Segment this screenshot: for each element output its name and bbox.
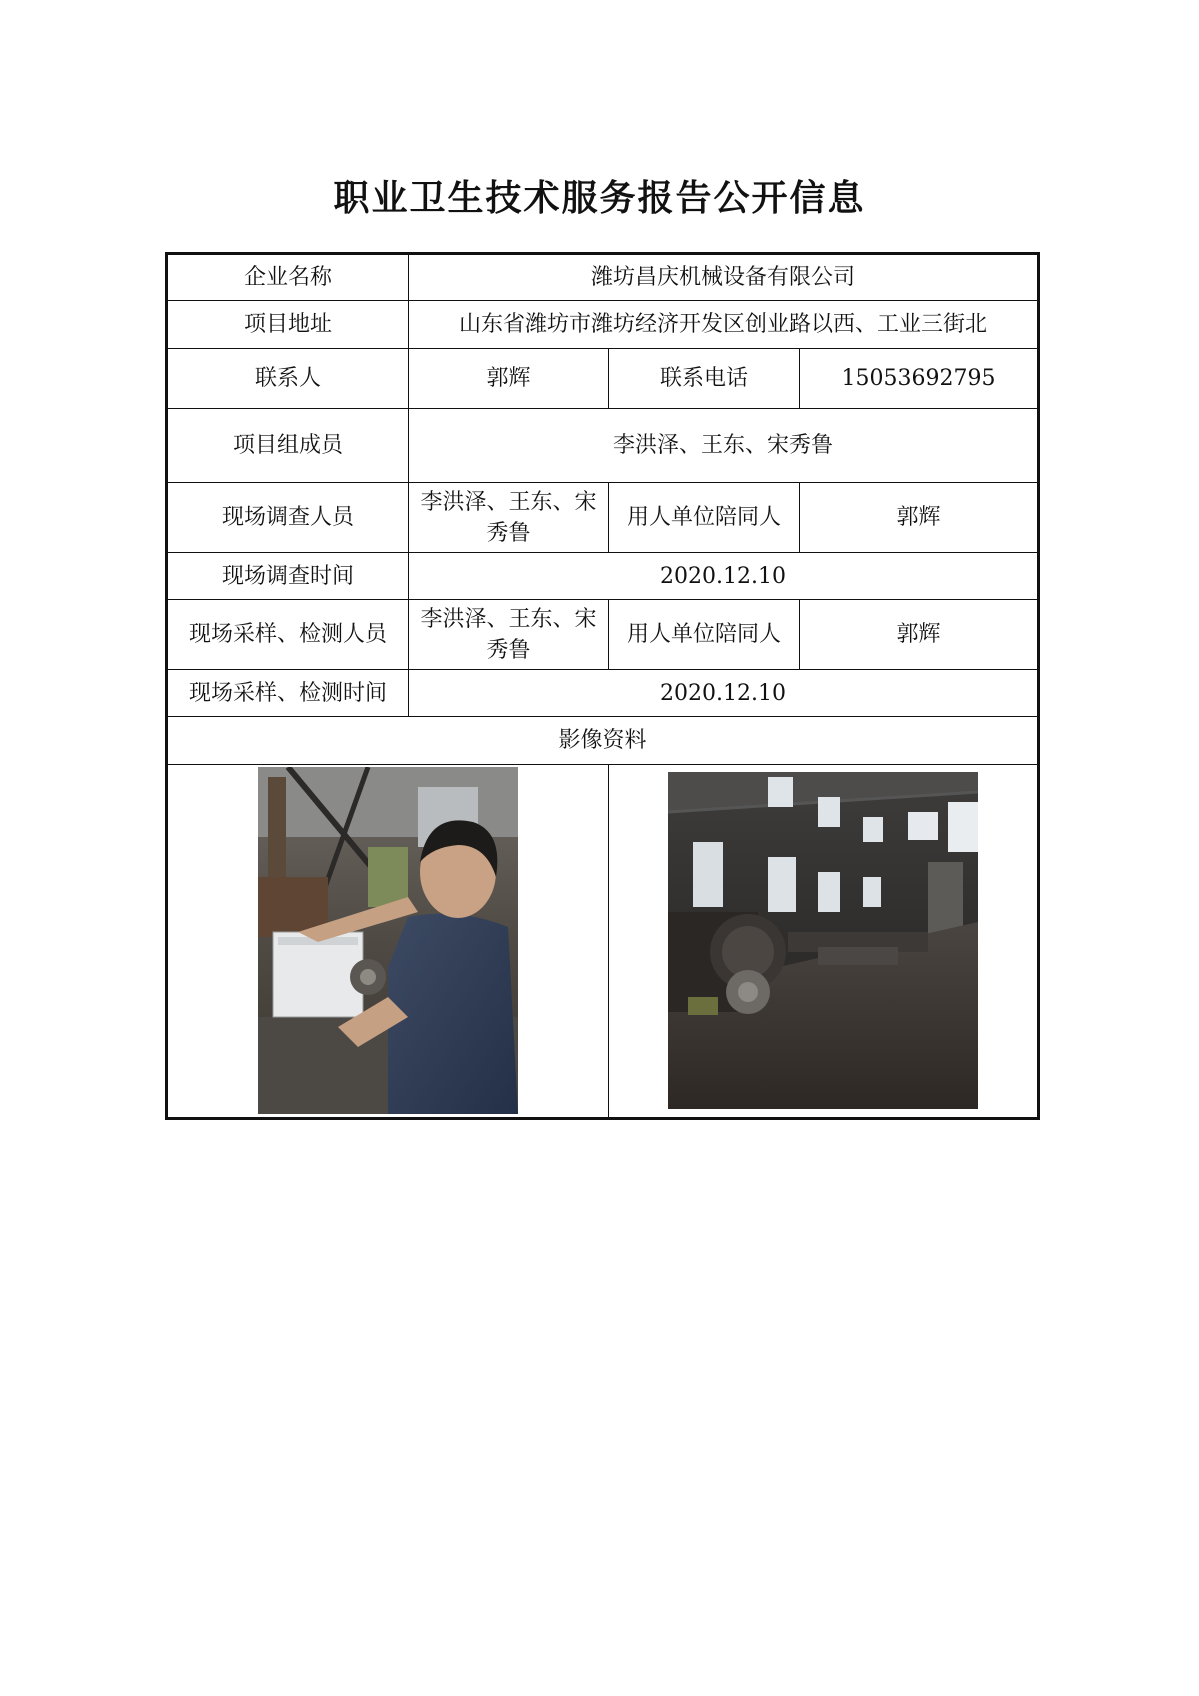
info-table bbox=[165, 252, 1040, 1120]
sampling-time-label: 现场采样、检测时间 bbox=[167, 670, 409, 717]
page-title: 职业卫生技术服务报告公开信息 bbox=[333, 178, 866, 219]
sampling-staff-value: 李洪泽、王东、宋秀鲁 bbox=[409, 600, 609, 670]
company-label: 企业名称 bbox=[167, 254, 409, 301]
table-row bbox=[167, 670, 1039, 717]
members-value: 李洪泽、王东、宋秀鲁 bbox=[409, 409, 1039, 483]
members-label: 项目组成员 bbox=[167, 409, 409, 483]
survey-escort-label: 用人单位陪同人 bbox=[609, 483, 800, 553]
photo-cell-right bbox=[609, 764, 1039, 1118]
sampling-time-value: 2020.12.10 bbox=[409, 670, 1039, 717]
address-value: 山东省潍坊市潍坊经济开发区创业路以西、工业三街北 bbox=[409, 301, 1039, 349]
table-row bbox=[167, 553, 1039, 600]
table-row bbox=[167, 349, 1039, 409]
sampling-escort-label: 用人单位陪同人 bbox=[609, 600, 800, 670]
table-row bbox=[167, 764, 1039, 1118]
table-row bbox=[167, 409, 1039, 483]
contact-value: 郭辉 bbox=[409, 349, 609, 409]
table-row bbox=[167, 254, 1039, 301]
photo-cell-left bbox=[167, 764, 609, 1118]
sampling-escort-value: 郭辉 bbox=[800, 600, 1039, 670]
table-row bbox=[167, 717, 1039, 764]
images-label: 影像资料 bbox=[167, 717, 1039, 764]
address-label: 项目地址 bbox=[167, 301, 409, 349]
survey-escort-value: 郭辉 bbox=[800, 483, 1039, 553]
phone-value: 15053692795 bbox=[800, 349, 1039, 409]
company-value: 潍坊昌庆机械设备有限公司 bbox=[409, 254, 1039, 301]
table-row bbox=[167, 301, 1039, 349]
photo-worker-with-instrument bbox=[258, 767, 518, 1114]
phone-label: 联系电话 bbox=[609, 349, 800, 409]
table-row bbox=[167, 483, 1039, 553]
table-row bbox=[167, 600, 1039, 670]
survey-time-label: 现场调查时间 bbox=[167, 553, 409, 600]
survey-staff-value: 李洪泽、王东、宋秀鲁 bbox=[409, 483, 609, 553]
survey-time-value: 2020.12.10 bbox=[409, 553, 1039, 600]
survey-staff-label: 现场调查人员 bbox=[167, 483, 409, 553]
photo-workshop-interior bbox=[668, 772, 978, 1109]
contact-label: 联系人 bbox=[167, 349, 409, 409]
sampling-staff-label: 现场采样、检测人员 bbox=[167, 600, 409, 670]
